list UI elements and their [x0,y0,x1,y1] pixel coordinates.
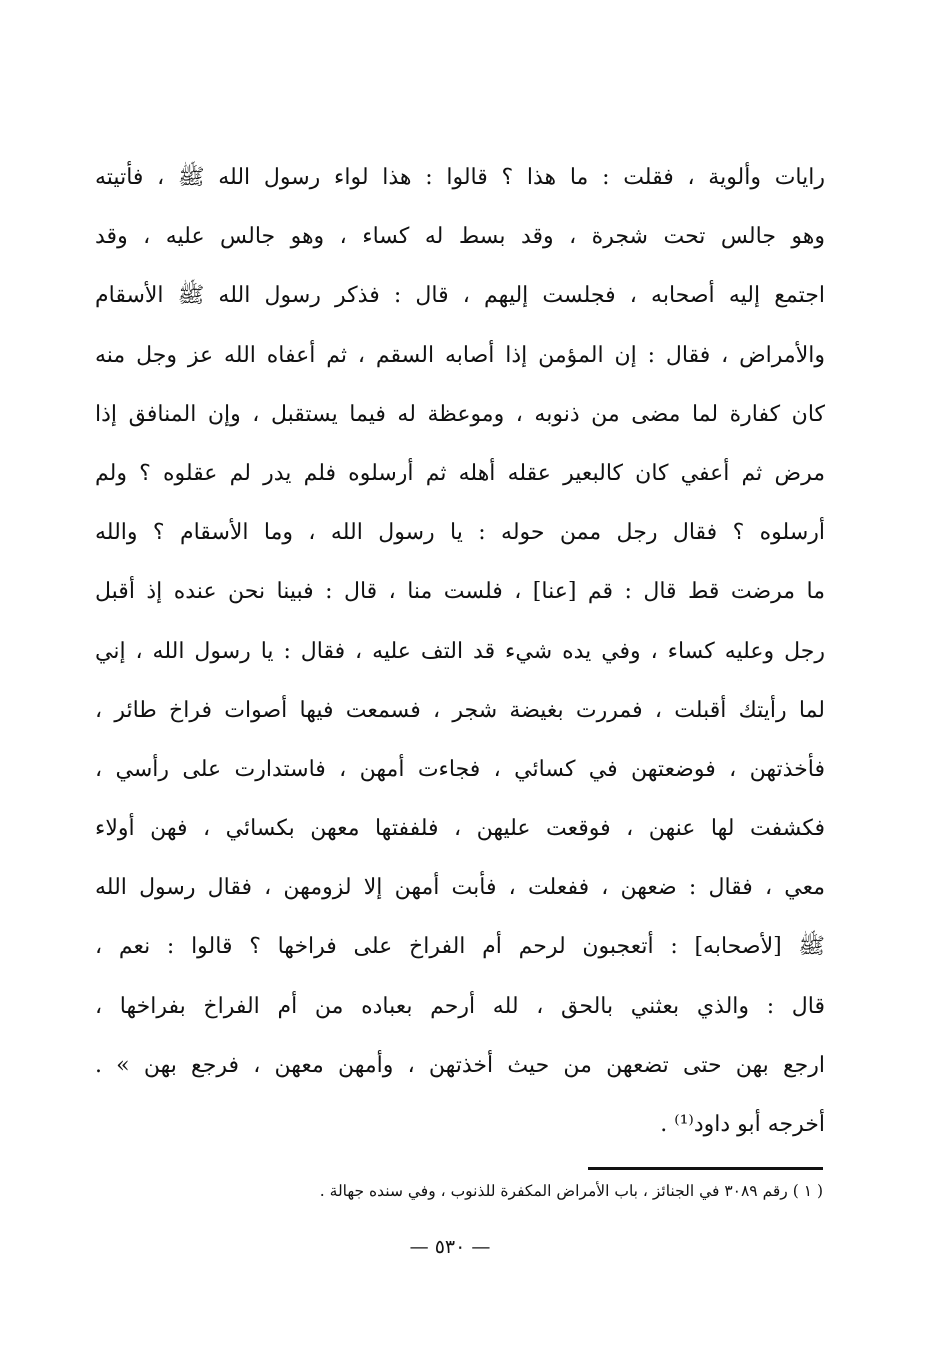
text-line: فأخذتهن ، فوضعتهن في كسائي ، فجاءت أمهن ، فاستدارت على رأسي ، [95,756,825,782]
text-line: ارجع بهن حتى تضعهن من حيث أخذتهن ، وأمهن معهن ، فرجع بهن » . [95,1052,825,1078]
text-line: رايات وألوية ، فقلت : ما هذا ؟ قالوا : هذا لواء رسول الله ﷺ ، فأتيته [95,165,825,190]
text-line: فكشفت لها عنهن ، فوقعت عليهن ، فلففتها معهن بكسائي ، فهن أولاء [95,816,825,842]
text-line: قال : والذي بعثني بالحق ، لله أرحم بعباده من أم الفراخ بفراخها ، [95,993,825,1019]
text-line: أرسلوه ؟ فقال رجل ممن حوله : يا رسول الله ، وما الأسقام ؟ والله [95,520,825,546]
text-line: ما مرضت قط قال : قم [عنا] ، فلست منا ، قال : فبينا نحن عنده إذ أقبل [95,579,825,605]
text-line: ﷺ [لأصحابه] : أتعجبون لرحم أم الفراخ على فراخها ؟ قالوا : نعم ، [95,934,825,960]
hadith-body-text [95,148,825,1154]
footnote-divider [588,1167,823,1170]
page-number: — ٥٣٠ — [409,1236,491,1258]
text-line: مرض ثم أعفي كان كالبعير عقله أهله ثم أرسلوه فلم يدر لم عقلوه ؟ ولم [95,460,825,486]
text-line: لما رأيتك أقبلت ، فمررت بغيضة شجر ، فسمعت فيها أصوات فراخ طائر ، [95,697,825,723]
text-line: اجتمع إليه أصحابه ، فجلست إليهم ، قال : فذكر رسول الله ﷺ الأسقام [95,283,825,309]
text-line-source: أخرجه أبو داود⁽¹⁾ . [660,1112,825,1137]
text-line: والأمراض ، فقال : إن المؤمن إذا أصابه السقم ، ثم أعفاه الله عز وجل منه [95,342,825,368]
text-line: وهو جالس تحت شجرة ، وقد بسط له كساء ، وهو جالس عليه ، وقد [95,224,825,250]
text-line: كان كفارة لما مضى من ذنوبه ، وموعظة له فيما يستقبل ، وإن المنافق إذا [95,401,825,427]
footnote: ( ١ ) رقم ٣٠٨٩ في الجنائز ، باب الأمراض المكفرة للذنوب ، وفي سنده جهالة . [319,1182,823,1200]
text-line: رجل وعليه كساء ، وفي يده شيء قد التف عليه ، فقال : يا رسول الله ، إني [95,638,825,664]
text-line: معي ، فقال : ضعهن ، ففعلت ، فأبت أمهن إلا لزومهن ، فقال رسول الله [95,875,825,901]
